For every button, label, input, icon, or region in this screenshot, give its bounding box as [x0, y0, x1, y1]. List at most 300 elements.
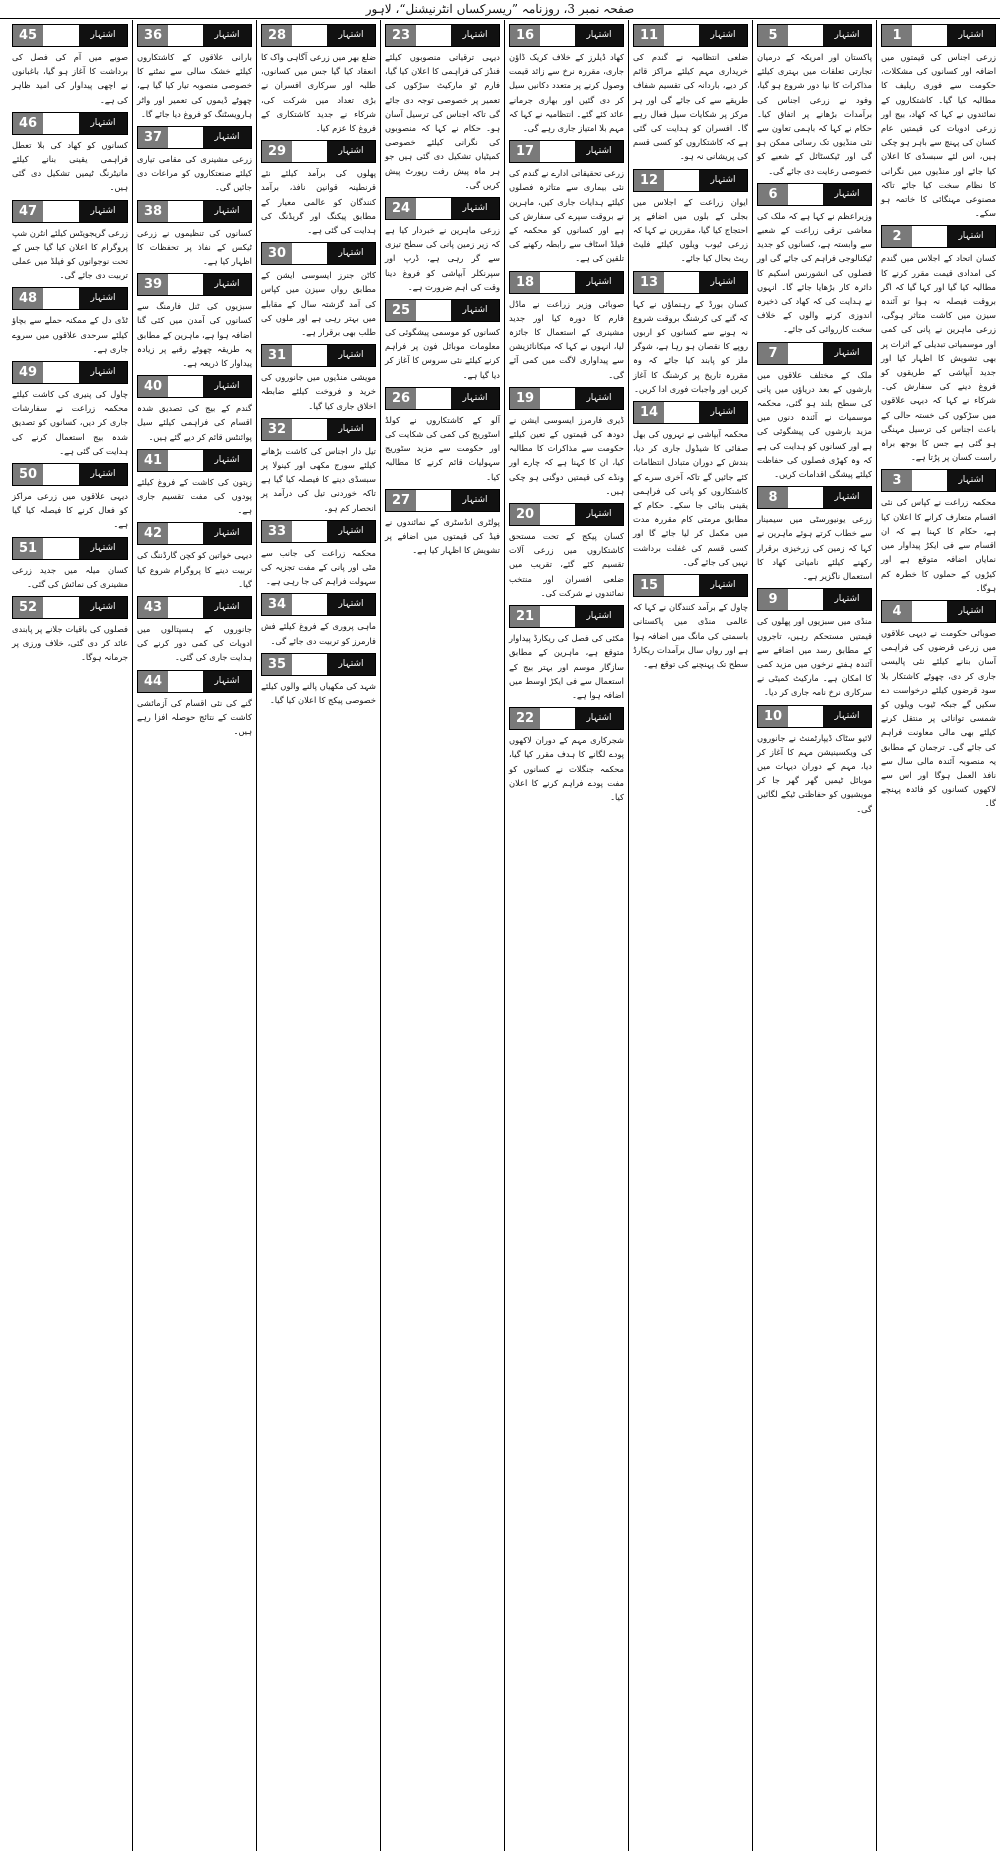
ad-tag-label: اشتہار [79, 362, 127, 383]
ad-number: 10 [758, 706, 788, 727]
ad-number-header [385, 299, 500, 322]
ad-header-blank [788, 589, 823, 610]
ad-number-header [881, 469, 996, 492]
ad-number-header [881, 600, 996, 623]
classified-ad [261, 344, 376, 413]
newspaper-page [0, 20, 1000, 1851]
ad-header-blank [416, 198, 451, 219]
ad-header-blank [43, 538, 79, 559]
ad-body-text: ضلعی انتظامیہ نے گندم کی خریداری مہم کیلئے مراکز قائم کر دیے، باردانہ کی تقسیم شفاف طریقے سے کی جائے گی اور ہر مرکز پر شکایات سیل فعال رہے گا۔ افسران کو ہدایت کی گئی ہے کہ کاشتکاروں کو کسی قسم کی پریشانی نہ ہو۔ [633, 52, 748, 162]
ad-number-header [261, 24, 376, 47]
ad-number-header [509, 605, 624, 628]
ad-number-header [757, 705, 872, 728]
classified-ad [137, 596, 252, 665]
ad-tag-label: اشتہار [575, 272, 623, 293]
classified-ad [12, 463, 128, 532]
classified-ad [385, 387, 500, 484]
ad-tag-label: اشتہار [327, 345, 375, 366]
ad-header-blank [416, 300, 451, 321]
ad-tag-label: اشتہار [327, 419, 375, 440]
ad-number: 15 [634, 575, 664, 596]
ad-number: 28 [262, 25, 292, 46]
ad-header-blank [788, 706, 823, 727]
ad-tag-label: اشتہار [699, 402, 747, 423]
ad-number: 31 [262, 345, 292, 366]
ad-number: 49 [13, 362, 43, 383]
ad-tag-label: اشتہار [699, 272, 747, 293]
ad-number: 37 [138, 127, 168, 148]
ad-header-blank [540, 25, 575, 46]
ad-header-blank [292, 345, 327, 366]
ad-column [752, 20, 876, 1851]
ad-tag-label: اشتہار [575, 708, 623, 729]
ad-body-text: کسان بورڈ کے رہنماؤں نے کہا کہ گنے کی کرشنگ بروقت شروع نہ ہونے سے کسانوں کو اربوں روپے کا نقصان ہو رہا ہے، شوگر ملز کو پابند کیا جائے کہ وہ مقررہ تاریخ پر کرشنگ کا آغاز کریں اور واجبات فوری ادا کریں۔ [633, 298, 748, 394]
ad-number-header [12, 537, 128, 560]
ad-column [132, 20, 256, 1851]
ad-number-header [137, 200, 252, 223]
ad-column [8, 20, 132, 1851]
ad-number: 29 [262, 141, 292, 162]
ad-column [628, 20, 752, 1851]
classified-ad [137, 375, 252, 444]
ad-number-header [261, 593, 376, 616]
ad-body-text: فصلوں کی باقیات جلانے پر پابندی عائد کر دی گئی، خلاف ورزی پر جرمانہ ہوگا۔ [12, 624, 128, 663]
ad-body-text: صوبائی حکومت نے دیہی علاقوں میں زرعی قرضوں کی فراہمی آسان بنانے کیلئے نئی پالیسی جاری کر دی، چھوٹے کاشتکار بلا سود قرضوں کیلئے درخواست دے سکیں گے جبکہ ٹیوب ویلوں کو شمسی توانائی پر منتقل کرنے کیلئے بھی مالی معاونت فراہم کی جائے گی۔ ترجمان کے مطابق یہ منصوبہ آئندہ مالی سال سے نافذ العمل ہوگا اور اس سے لاکھوں کسانوں کو فائدہ پہنچے گا۔ [881, 627, 996, 809]
ad-header-blank [43, 113, 79, 134]
classified-ad [261, 24, 376, 135]
ad-header-blank [912, 226, 947, 247]
ad-body-text: لائیو سٹاک ڈیپارٹمنٹ نے جانوروں کی ویکسینیشن مہم کا آغاز کر دیا، مہم کے دوران دیہات میں موبائل ٹیمیں گھر گھر جا کر مویشیوں کو حفاظتی ٹیکے لگائیں گی۔ [757, 732, 872, 814]
ad-number-header [633, 574, 748, 597]
ad-tag-label: اشتہار [203, 25, 251, 46]
ad-number: 9 [758, 589, 788, 610]
ad-number-header [385, 387, 500, 410]
ad-body-text: زرعی تحقیقاتی ادارے نے گندم کی نئی بیماری سے متاثرہ فصلوں کیلئے ہدایات جاری کیں، ماہرین نے بروقت سپرے کی سفارش کی ہے اور کسانوں کو محکمہ کے فیلڈ اسٹاف سے رابطہ رکھنے کی تلقین کی ہے۔ [509, 168, 624, 264]
ad-number: 18 [510, 272, 540, 293]
ad-tag-label: اشتہار [451, 300, 499, 321]
classified-ad [385, 489, 500, 558]
ad-body-text: کھاد ڈیلرز کے خلاف کریک ڈاؤن جاری، مقررہ نرخ سے زائد قیمت وصول کرنے پر متعدد دکانیں سیل کر دی گئیں اور بھاری جرمانے عائد کئے گئے۔ انتظامیہ نے کہا کہ مہم بلا امتیاز جاری رہے گی۔ [509, 52, 624, 134]
ad-tag-label: اشتہار [327, 25, 375, 46]
ad-tag-label: اشتہار [327, 521, 375, 542]
ad-tag-label: اشتہار [947, 470, 995, 491]
ad-tag-label: اشتہار [699, 170, 747, 191]
ad-header-blank [416, 25, 451, 46]
ad-body-text: پھلوں کی برآمد کیلئے نئے قرنطینہ قوانین نافذ، برآمد کنندگان کو عالمی معیار کے مطابق پیکنگ اور گریڈنگ کی ہدایت کی گئی ہے۔ [261, 168, 376, 236]
ad-tag-label: اشتہار [823, 589, 871, 610]
ad-number-header [633, 169, 748, 192]
ad-tag-label: اشتہار [823, 343, 871, 364]
ad-body-text: محکمہ زراعت نے کپاس کی نئی اقسام متعارف کرانے کا اعلان کیا ہے، حکام کا کہنا ہے کہ ان اقسام سے فی ایکڑ پیداوار میں نمایاں اضافہ متوقع ہے اور کیڑوں کے حملوں کا خطرہ کم ہوگا۔ [881, 497, 996, 593]
ad-body-text: کسان پیکج کے تحت مستحق کاشتکاروں میں زرعی آلات تقسیم کئے گئے، تقریب میں ضلعی افسران اور منتخب نمائندوں نے شرکت کی۔ [509, 531, 624, 598]
ad-header-blank [540, 388, 575, 409]
ad-tag-label: اشتہار [575, 504, 623, 525]
ad-tag-label: اشتہار [451, 25, 499, 46]
ad-number-header [261, 140, 376, 163]
ad-number-header [509, 140, 624, 163]
ad-number-header [137, 375, 252, 398]
classified-ad [881, 225, 996, 464]
ad-body-text: زرعی ماہرین نے خبردار کیا ہے کہ زیر زمین پانی کی سطح تیزی سے گر رہی ہے، ڈرپ اور سپرنکلر آبپاشی کو فروغ دینا وقت کی اہم ضرورت ہے۔ [385, 225, 500, 292]
ad-number-header [261, 242, 376, 265]
ad-header-blank [540, 504, 575, 525]
ad-number: 2 [882, 226, 912, 247]
ad-tag-label: اشتہار [823, 487, 871, 508]
ad-tag-label: اشتہار [699, 575, 747, 596]
classified-ad [12, 287, 128, 356]
ad-column [504, 20, 628, 1851]
ad-header-blank [788, 25, 823, 46]
ad-body-text: زرعی اجناس کی قیمتوں میں اضافہ اور کسانوں کی مشکلات، حکومت سے فوری ریلیف کا مطالبہ کیا گیا۔ کاشتکاروں کے نمائندوں نے کہا کہ کھاد، بیج اور زرعی ادویات کی قیمتیں عام کسان کی پہنچ سے باہر ہو چکی ہیں، اس لئے سبسڈی کا اعلان کیا جائے اور منڈیوں میں نگرانی کا نظام سخت کیا جائے تاکہ مصنوعی مہنگائی کا خاتمہ ہو سکے۔ [881, 52, 996, 219]
ad-number-header [137, 670, 252, 693]
ad-number-header [509, 707, 624, 730]
ad-number-header [509, 387, 624, 410]
ad-number-header [261, 653, 376, 676]
ad-header-blank [788, 184, 823, 205]
ad-header-blank [168, 597, 203, 618]
classified-ad [12, 361, 128, 458]
classified-ad [12, 537, 128, 591]
ad-number: 47 [13, 201, 43, 222]
ad-body-text: زرعی مشینری کی مقامی تیاری کیلئے صنعتکاروں کو مراعات دی جائیں گی۔ [137, 154, 252, 193]
classified-ad [509, 605, 624, 702]
ad-number: 11 [634, 25, 664, 46]
ad-tag-label: اشتہار [79, 201, 127, 222]
ad-body-text: زرعی یونیورسٹی میں سیمینار سے خطاب کرتے ہوئے ماہرین نے کہا کہ زمین کی زرخیزی برقرار رکھنے کیلئے نامیاتی کھاد کا استعمال ناگزیر ہے۔ [757, 514, 872, 582]
ad-header-blank [540, 141, 575, 162]
ad-number-header [509, 24, 624, 47]
ad-number: 33 [262, 521, 292, 542]
ad-header-blank [540, 606, 575, 627]
ad-tag-label: اشتہار [327, 243, 375, 264]
ad-header-blank [168, 450, 203, 471]
ad-number-header [261, 418, 376, 441]
classified-ad [757, 24, 872, 178]
ad-number-header [633, 24, 748, 47]
classified-ad [881, 600, 996, 811]
classified-ad [633, 271, 748, 396]
classified-ad [509, 24, 624, 135]
ad-body-text: جانوروں کے ہسپتالوں میں ادویات کی کمی دور کرنے کی ہدایت جاری کی گئی۔ [137, 624, 252, 663]
ad-number-header [757, 588, 872, 611]
ad-number: 16 [510, 25, 540, 46]
ad-header-blank [292, 25, 327, 46]
ad-number: 43 [138, 597, 168, 618]
ad-header-blank [43, 201, 79, 222]
ad-number-header [261, 520, 376, 543]
ad-body-text: کاٹن جنرز ایسوسی ایشن کے مطابق رواں سیزن میں کپاس کی آمد گزشتہ سال کے مقابلے میں بہتر رہی ہے اور ملوں کی طلب بھی برقرار ہے۔ [261, 270, 376, 338]
ad-tag-label: اشتہار [203, 450, 251, 471]
classified-ad [137, 200, 252, 269]
ad-tag-label: اشتہار [79, 288, 127, 309]
ad-number-header [137, 24, 252, 47]
ad-body-text: بارانی علاقوں کے کاشتکاروں کیلئے خشک سالی سے نمٹنے کا خصوصی منصوبہ تیار کیا گیا ہے، چھوٹے ڈیموں کی تعمیر اور واٹر ہارویسٹنگ کو فروغ دیا جائے گا۔ [137, 52, 252, 119]
ad-number: 14 [634, 402, 664, 423]
ad-tag-label: اشتہار [79, 25, 127, 46]
ad-header-blank [540, 708, 575, 729]
ad-body-text: کسان میلہ میں جدید زرعی مشینری کی نمائش کی گئی۔ [12, 564, 128, 589]
ad-tag-label: اشتہار [203, 274, 251, 295]
ad-header-blank [292, 521, 327, 542]
classified-ad [509, 140, 624, 265]
ad-body-text: گنے کی نئی اقسام کی آزمائشی کاشت کے نتائج حوصلہ افزا رہے ہیں۔ [137, 697, 252, 737]
ad-number: 48 [13, 288, 43, 309]
ad-tag-label: اشتہار [947, 226, 995, 247]
classified-ad [633, 24, 748, 164]
ad-header-blank [168, 274, 203, 295]
ad-body-text: شہد کی مکھیاں پالنے والوں کیلئے خصوصی پیکج کا اعلان کیا گیا۔ [261, 680, 376, 706]
ad-body-text: محکمہ آبپاشی نے نہروں کی بھل صفائی کا شیڈول جاری کر دیا، بندش کے دوران متبادل انتظامات کئے جائیں گے تاکہ آخری سرے کے کاشتکاروں کو پانی کی فراہمی یقینی بنائی جا سکے۔ حکام کے مطابق مرمتی کام مقررہ مدت میں مکمل کر لیا جائے گا اور کسی قسم کی غفلت برداشت نہیں کی جائے گی۔ [633, 429, 748, 567]
classified-ad [261, 140, 376, 237]
classified-ad [137, 449, 252, 518]
ad-tag-label: اشتہار [327, 141, 375, 162]
ad-number: 46 [13, 113, 43, 134]
ad-body-text: صوبے میں آم کی فصل کی برداشت کا آغاز ہو گیا، باغبانوں نے اچھی پیداوار کی امید ظاہر کی ہے۔ [12, 52, 128, 105]
ad-header-blank [43, 288, 79, 309]
classified-ad [137, 24, 252, 121]
ad-body-text: چاول کی پنیری کی کاشت کیلئے محکمہ زراعت نے سفارشات جاری کر دیں، کسانوں کو تصدیق شدہ بیج استعمال کرنے کی ہدایت کی گئی ہے۔ [12, 389, 128, 456]
ad-number: 22 [510, 708, 540, 729]
ad-body-text: مویشی منڈیوں میں جانوروں کی خرید و فروخت کیلئے ضابطہ اخلاق جاری کیا گیا۔ [261, 372, 376, 411]
ad-number: 17 [510, 141, 540, 162]
ad-number-header [12, 200, 128, 223]
ad-number: 50 [13, 464, 43, 485]
ad-number-header [12, 24, 128, 47]
ad-number-header [633, 271, 748, 294]
ad-body-text: آلو کے کاشتکاروں نے کولڈ اسٹوریج کی کمی کی شکایت کی اور حکومت سے مزید سٹوریج سہولیات قائم کرنے کا مطالبہ کیا۔ [385, 414, 500, 482]
ad-number: 34 [262, 594, 292, 615]
classified-ad [137, 126, 252, 195]
ad-body-text: ماہی پروری کے فروغ کیلئے فش فارمرز کو تربیت دی جائے گی۔ [261, 621, 376, 646]
ad-number-header [12, 112, 128, 135]
ad-number: 19 [510, 388, 540, 409]
ad-header-blank [416, 388, 451, 409]
ad-tag-label: اشتہار [327, 654, 375, 675]
ad-number: 52 [13, 597, 43, 618]
classified-ad [12, 200, 128, 283]
ad-header-blank [664, 272, 699, 293]
ad-tag-label: اشتہار [79, 538, 127, 559]
ad-tag-label: اشتہار [203, 671, 251, 692]
ad-header-blank [292, 419, 327, 440]
ad-body-text: صوبائی وزیر زراعت نے ماڈل فارم کا دورہ کیا اور جدید مشینری کے استعمال کا جائزہ لیا، انہوں نے کہا کہ میکانائزیشن سے پیداواری لاگت میں کمی آئے گی۔ [509, 298, 624, 380]
ad-header-blank [664, 170, 699, 191]
ad-body-text: مکئی کی فصل کی ریکارڈ پیداوار متوقع ہے، ماہرین کے مطابق سازگار موسم اور بہتر بیج کے استعمال سے فی ایکڑ اوسط میں اضافہ ہوا ہے۔ [509, 633, 624, 700]
ad-body-text: ڈیری فارمرز ایسوسی ایشن نے دودھ کی قیمتوں کے تعین کیلئے حکومت سے مذاکرات کا مطالبہ کیا، ان کا کہنا ہے کہ چارے اور ونڈے کی قیمتیں دوگنی ہو چکی ہیں۔ [509, 414, 624, 496]
ad-tag-label: اشتہار [79, 464, 127, 485]
ad-body-text: منڈی میں سبزیوں اور پھلوں کی قیمتیں مستحکم رہیں، تاجروں کے مطابق رسد میں اضافے سے آئندہ ہفتے نرخوں میں مزید کمی کا امکان ہے۔ مارکیٹ کمیٹی نے سرکاری نرخ نامہ جاری کر دیا۔ [757, 616, 872, 698]
ad-number-header [509, 271, 624, 294]
ad-number-header [509, 503, 624, 526]
ad-tag-label: اشتہار [823, 25, 871, 46]
ad-header-blank [664, 575, 699, 596]
ad-number-header [881, 24, 996, 47]
ad-number: 32 [262, 419, 292, 440]
classified-ad [881, 24, 996, 220]
ad-number: 30 [262, 243, 292, 264]
ad-header-blank [788, 343, 823, 364]
ad-header-blank [168, 25, 203, 46]
ad-number: 8 [758, 487, 788, 508]
classified-ad [509, 387, 624, 498]
ad-body-text: تیل دار اجناس کی کاشت بڑھانے کیلئے سورج مکھی اور کینولا پر سبسڈی دینے کا فیصلہ کیا گیا ہے تاکہ خوردنی تیل کی درآمد پر انحصار کم ہو۔ [261, 445, 376, 513]
classified-ad [261, 242, 376, 339]
ad-tag-label: اشتہار [699, 25, 747, 46]
ad-number-header [633, 401, 748, 424]
ad-body-text: ٹڈی دل کے ممکنہ حملے سے بچاؤ کیلئے سرحدی علاقوں میں سروے جاری ہے۔ [12, 315, 128, 354]
ad-header-blank [292, 141, 327, 162]
ad-header-blank [43, 362, 79, 383]
ad-body-text: چاول کے برآمد کنندگان نے کہا کہ عالمی منڈی میں پاکستانی باسمتی کی مانگ میں اضافہ ہوا ہے اور رواں سال برآمدات ریکارڈ سطح تک پہنچنے کی توقع ہے۔ [633, 602, 748, 669]
ad-body-text: سبزیوں کی ٹنل فارمنگ سے کسانوں کی آمدن میں کئی گنا اضافہ ہوا ہے، ماہرین کے مطابق یہ طریقہ چھوٹے رقبے پر زیادہ پیداوار کا ذریعہ ہے۔ [137, 301, 252, 369]
ad-tag-label: اشتہار [451, 490, 499, 511]
ad-tag-label: اشتہار [203, 201, 251, 222]
ad-header-blank [292, 594, 327, 615]
ad-number: 38 [138, 201, 168, 222]
ad-tag-label: اشتہار [203, 127, 251, 148]
classified-ad [12, 24, 128, 107]
classified-ad [261, 593, 376, 647]
ad-tag-label: اشتہار [947, 25, 995, 46]
ad-number: 3 [882, 470, 912, 491]
classified-ad [881, 469, 996, 594]
ad-number: 44 [138, 671, 168, 692]
ad-tag-label: اشتہار [823, 184, 871, 205]
ad-number-header [757, 183, 872, 206]
classified-ad [137, 273, 252, 370]
ad-number: 7 [758, 343, 788, 364]
ad-tag-label: اشتہار [79, 597, 127, 618]
ad-number: 6 [758, 184, 788, 205]
ad-number-header [137, 449, 252, 472]
ad-body-text: شجرکاری مہم کے دوران لاکھوں پودے لگانے کا ہدف مقرر کیا گیا، محکمہ جنگلات نے کسانوں کو مفت پودے فراہم کرنے کا اعلان کیا۔ [509, 735, 624, 802]
ad-number: 12 [634, 170, 664, 191]
ad-number-header [385, 197, 500, 220]
ad-column [380, 20, 504, 1851]
ad-number-header [137, 126, 252, 149]
classified-ad [757, 588, 872, 699]
ad-tag-label: اشتہار [575, 606, 623, 627]
ad-header-blank [168, 376, 203, 397]
classified-ad [757, 342, 872, 482]
ad-number: 35 [262, 654, 292, 675]
ad-header-blank [43, 25, 79, 46]
classified-ad [509, 271, 624, 382]
ad-body-text: دیہی خواتین کو کچن گارڈننگ کی تربیت دینے کا پروگرام شروع کیا گیا۔ [137, 550, 252, 589]
ad-number-header [12, 287, 128, 310]
ad-header-blank [664, 402, 699, 423]
ad-number-header [137, 522, 252, 545]
ad-body-text: ضلع بھر میں زرعی آگاہی واک کا انعقاد کیا گیا جس میں کسانوں، طلبہ اور سرکاری افسران نے بڑی تعداد میں شرکت کی، شرکاء نے جدید کاشتکاری کے فروغ کا عزم کیا۔ [261, 52, 376, 134]
ad-number: 21 [510, 606, 540, 627]
ad-body-text: زرعی گریجویٹس کیلئے انٹرن شپ پروگرام کا اعلان کیا گیا جس کے تحت نوجوانوں کو فیلڈ میں عملی تربیت دی جائے گی۔ [12, 227, 128, 281]
ad-tag-label: اشتہار [327, 594, 375, 615]
ad-body-text: دیہی علاقوں میں زرعی مراکز کو فعال کرنے کا فیصلہ کیا گیا ہے۔ [12, 491, 128, 530]
classified-ad [757, 486, 872, 583]
ad-body-text: ملک کے مختلف علاقوں میں بارشوں کے بعد دریاؤں میں پانی کی سطح بلند ہو گئی، محکمہ موسمیات نے آئندہ دنوں میں مزید بارشوں کی پیشگوئی کی ہے اور کسانوں کو ہدایت کی ہے کہ وہ کھڑی فصلوں کی حفاظت کیلئے پیشگی اقدامات کریں۔ [757, 369, 872, 480]
ad-number-header [385, 489, 500, 512]
classified-ad [137, 522, 252, 591]
classified-ad [12, 112, 128, 195]
ad-tag-label: اشتہار [203, 376, 251, 397]
ad-number: 36 [138, 25, 168, 46]
ad-body-text: پولٹری انڈسٹری کے نمائندوں نے فیڈ کی قیمتوں میں اضافے پر تشویش کا اظہار کیا ہے۔ [385, 516, 500, 556]
classified-ad [509, 707, 624, 804]
ad-body-text: وزیراعظم نے کہا ہے کہ ملک کی معاشی ترقی زراعت کے شعبے سے وابستہ ہے، کسانوں کو جدید ٹیکنالوجی فراہم کی جائے گی اور فصلوں کی انشورنس اسکیم کا دائرہ کار بڑھایا جائے گا۔ انہوں نے ہدایت کی کہ کھاد کی ذخیرہ اندوزی کرنے والوں کے خلاف سخت کارروائی کی جائے۔ [757, 210, 872, 335]
ad-header-blank [416, 490, 451, 511]
classified-ad [385, 299, 500, 382]
ad-body-text: کسان اتحاد کے اجلاس میں گندم کی امدادی قیمت مقرر کرنے کا مطالبہ کیا گیا اور کہا گیا کہ اگر بروقت فیصلہ نہ ہوا تو آئندہ سیزن میں کاشت متاثر ہوگی، زرعی ماہرین نے پانی کی کمی اور موسمیاتی تبدیلی کے اثرات پر بھی تشویش کا اظہار کیا اور جدید آبپاشی کے طریقوں کو فروغ دینے کی سفارش کی۔ شرکاء نے کہا کہ دیہی علاقوں میں سڑکوں کی خستہ حالی کے باعث اجناس کی ترسیل مہنگی ہو گئی ہے جس کا بوجھ براہ راست کسان پر پڑتا ہے۔ [881, 253, 996, 463]
ad-tag-label: اشتہار [575, 141, 623, 162]
ad-number: 40 [138, 376, 168, 397]
classified-ad [137, 670, 252, 739]
ad-number-header [137, 273, 252, 296]
ad-header-blank [788, 487, 823, 508]
ad-number: 25 [386, 300, 416, 321]
classified-ad [757, 705, 872, 816]
ad-header-blank [912, 25, 947, 46]
classified-ad [261, 653, 376, 707]
ad-number-header [12, 596, 128, 619]
ad-number-header [385, 24, 500, 47]
ad-column [876, 20, 1000, 1851]
ad-number-header [12, 361, 128, 384]
ad-body-text: دیہی ترقیاتی منصوبوں کیلئے فنڈز کی فراہمی کا اعلان کیا گیا، فارم ٹو مارکیٹ سڑکوں کی تعمیر پر خصوصی توجہ دی جائے گی تاکہ اجناس کی ترسیل آسان ہو۔ حکام نے کہا کہ منصوبوں کی نگرانی کیلئے خصوصی کمیٹیاں تشکیل دی گئی ہیں جو ہر ماہ پیش رفت رپورٹ پیش کریں گی۔ [385, 52, 500, 190]
ad-number: 39 [138, 274, 168, 295]
ad-body-text: ایوان زراعت کے اجلاس میں بجلی کے بلوں میں اضافے پر احتجاج کیا گیا، مقررین نے کہا کہ زرعی ٹیوب ویلوں کیلئے فلیٹ ریٹ بحال کیا جائے۔ [633, 196, 748, 264]
ad-tag-label: اشتہار [451, 198, 499, 219]
ad-header-blank [43, 597, 79, 618]
ad-number: 1 [882, 25, 912, 46]
ad-header-blank [664, 25, 699, 46]
ad-header-blank [540, 272, 575, 293]
ad-header-blank [912, 601, 947, 622]
ad-number: 5 [758, 25, 788, 46]
ad-tag-label: اشتہار [947, 601, 995, 622]
ad-number-header [757, 486, 872, 509]
classified-ad [385, 24, 500, 192]
ad-number: 41 [138, 450, 168, 471]
ad-number: 24 [386, 198, 416, 219]
ad-number: 4 [882, 601, 912, 622]
ad-number: 42 [138, 523, 168, 544]
ad-header-blank [168, 671, 203, 692]
ad-tag-label: اشتہار [575, 388, 623, 409]
classified-ad [633, 574, 748, 671]
ad-number: 27 [386, 490, 416, 511]
ad-number-header [881, 225, 996, 248]
ad-header-blank [912, 470, 947, 491]
ad-number-header [757, 342, 872, 365]
ad-number-header [261, 344, 376, 367]
ad-number: 26 [386, 388, 416, 409]
ad-number: 13 [634, 272, 664, 293]
ad-header-blank [43, 464, 79, 485]
ad-number-header [12, 463, 128, 486]
ad-body-text: کسانوں کو کھاد کی بلا تعطل فراہمی یقینی بنانے کیلئے مانیٹرنگ ٹیمیں تشکیل دی گئی ہیں۔ [12, 139, 128, 193]
classified-ad [509, 503, 624, 600]
ad-body-text: گندم کے بیج کی تصدیق شدہ اقسام کی فراہمی کیلئے سیل پوائنٹس قائم کر دیے گئے ہیں۔ [137, 403, 252, 442]
ad-tag-label: اشتہار [451, 388, 499, 409]
ad-body-text: کسانوں کو موسمی پیشگوئی کی معلومات موبائل فون پر فراہم کرنے کیلئے نئی سروس کا آغاز کر دیا گیا ہے۔ [385, 327, 500, 380]
ad-number: 23 [386, 25, 416, 46]
classified-ad [385, 197, 500, 294]
ad-number-header [757, 24, 872, 47]
classified-ad [757, 183, 872, 337]
page-masthead: صفحہ نمبر 3، روزنامہ ”ریسرکساں انٹرنیشنل“، لاہور [0, 0, 1000, 19]
ad-header-blank [292, 654, 327, 675]
ad-number: 45 [13, 25, 43, 46]
